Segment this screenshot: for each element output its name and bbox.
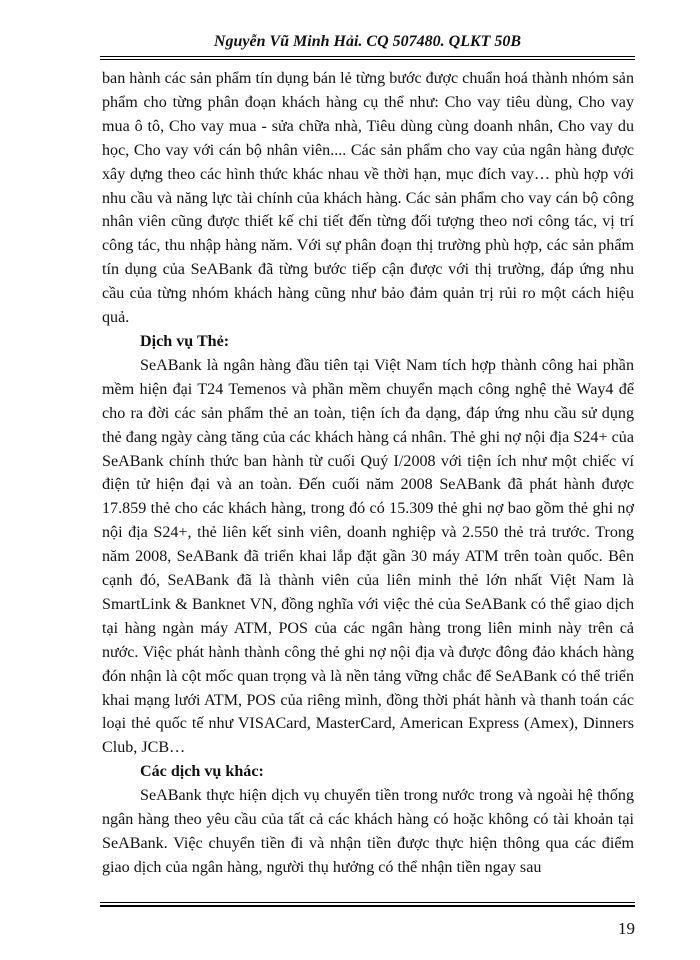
section-heading-card-services: Dịch vụ Thẻ: [140, 332, 230, 350]
paragraph-other-services: SeABank thực hiện dịch vụ chuyển tiền trong nước trong và ngoài hệ thống ngân hàng theo yêu cầu của tất cả các khách hàng có hoặc không có tài khoản tại SeABank. Việc chuyển tiền đi và nhận tiền được thực hiện thông qua các điểm giao dịch của ngân hàng, người thụ hưởng có thể nhận tiền ngay sau [102, 787, 634, 876]
footer-rule-thick [100, 905, 635, 907]
header-rule-thin [100, 59, 635, 60]
header-rule-thick [100, 56, 635, 57]
section-heading-other-services: Các dịch vụ khác: [140, 763, 264, 781]
page-number: 19 [618, 919, 635, 938]
page-header: Nguyễn Vũ Minh Hải. CQ 507480. QLKT 50B [213, 33, 522, 50]
paragraph-card-services: SeABank là ngân hàng đầu tiên tại Việt Nam tích hợp thành công hai phần mềm hiện đại T24 Temenos và phần mềm chuyển mạch công nghệ thẻ Way4 để cho ra đời các sản phẩm thẻ an toàn, tiện ích đa dạng, đáp ứng nhu cầu sử dụng thẻ đang ngày càng tăng của các khách hàng cá nhân. Thẻ ghi nợ nội địa S24+ của SeABank chính thức ban hành từ cuối Quý I/2008 với tiện ích như một chiếc ví điện tử hiện đại và an toàn. Đến cuối năm 2008 SeABank đã phát hành được 17.859 thẻ cho các khách hàng, trong đó có 15.309 thẻ ghi nợ bao gồm thẻ ghi nợ nội địa S24+, thẻ liên kết sinh viên, doanh nghiệp và 2.550 thẻ trả trước. Trong năm 2008, SeABank đã triển khai lắp đặt gần 30 máy ATM trên toàn quốc. Bên cạnh đó, SeABank đã là thành viên của liên minh thẻ lớn nhất Việt Nam là SmartLink & Banknet VN, đồng nghĩa với việc thẻ của SeABank có thể giao dịch tại hàng ngàn máy ATM, POS của các ngân hàng trong liên minh này trên cả nước. Việc phát hành thành công thẻ ghi nợ nội địa và được đông đảo khách hàng đón nhận là cột mốc quan trọng và là nền tảng vững chắc để SeABank có thể triển khai mạng lưới ATM, POS của riêng mình, đồng thời phát hành và thanh toán các loại thẻ quốc tế như VISACard, MasterCard, American Express (Amex), Dinners Club, JCB… [102, 356, 634, 757]
document-body [102, 67, 634, 880]
paragraph-credit-products: ban hành các sản phẩm tín dụng bán lẻ từng bước được chuẩn hoá thành nhóm sản phẩm cho từng phân đoạn khách hàng cụ thể như: Cho vay tiêu dùng, Cho vay mua ô tô, Cho vay mua - sửa chữa nhà, Tiêu dùng cùng doanh nhân, Cho vay du học, Cho vay với cán bộ nhân viên.... Các sản phẩm cho vay của ngân hàng được xây dựng theo các hình thức khác nhau về thời hạn, mục đích vay… phù hợp với nhu cầu và năng lực tài chính của khách hàng. Các sản phẩm cho vay cán bộ công nhân viên cũng được thiết kế chi tiết đến từng đối tượng theo nơi công tác, vị trí công tác, thu nhập hàng năm. Với sự phân đoạn thị trường phù hợp, các sản phẩm tín dụng của SeABank đã từng bước tiếp cận được với thị trường, đáp ứng nhu cầu của từng nhóm khách hàng cũng như bảo đảm quản trị rủi ro một cách hiệu quả. [102, 70, 634, 327]
footer-rule-thin [100, 902, 635, 903]
